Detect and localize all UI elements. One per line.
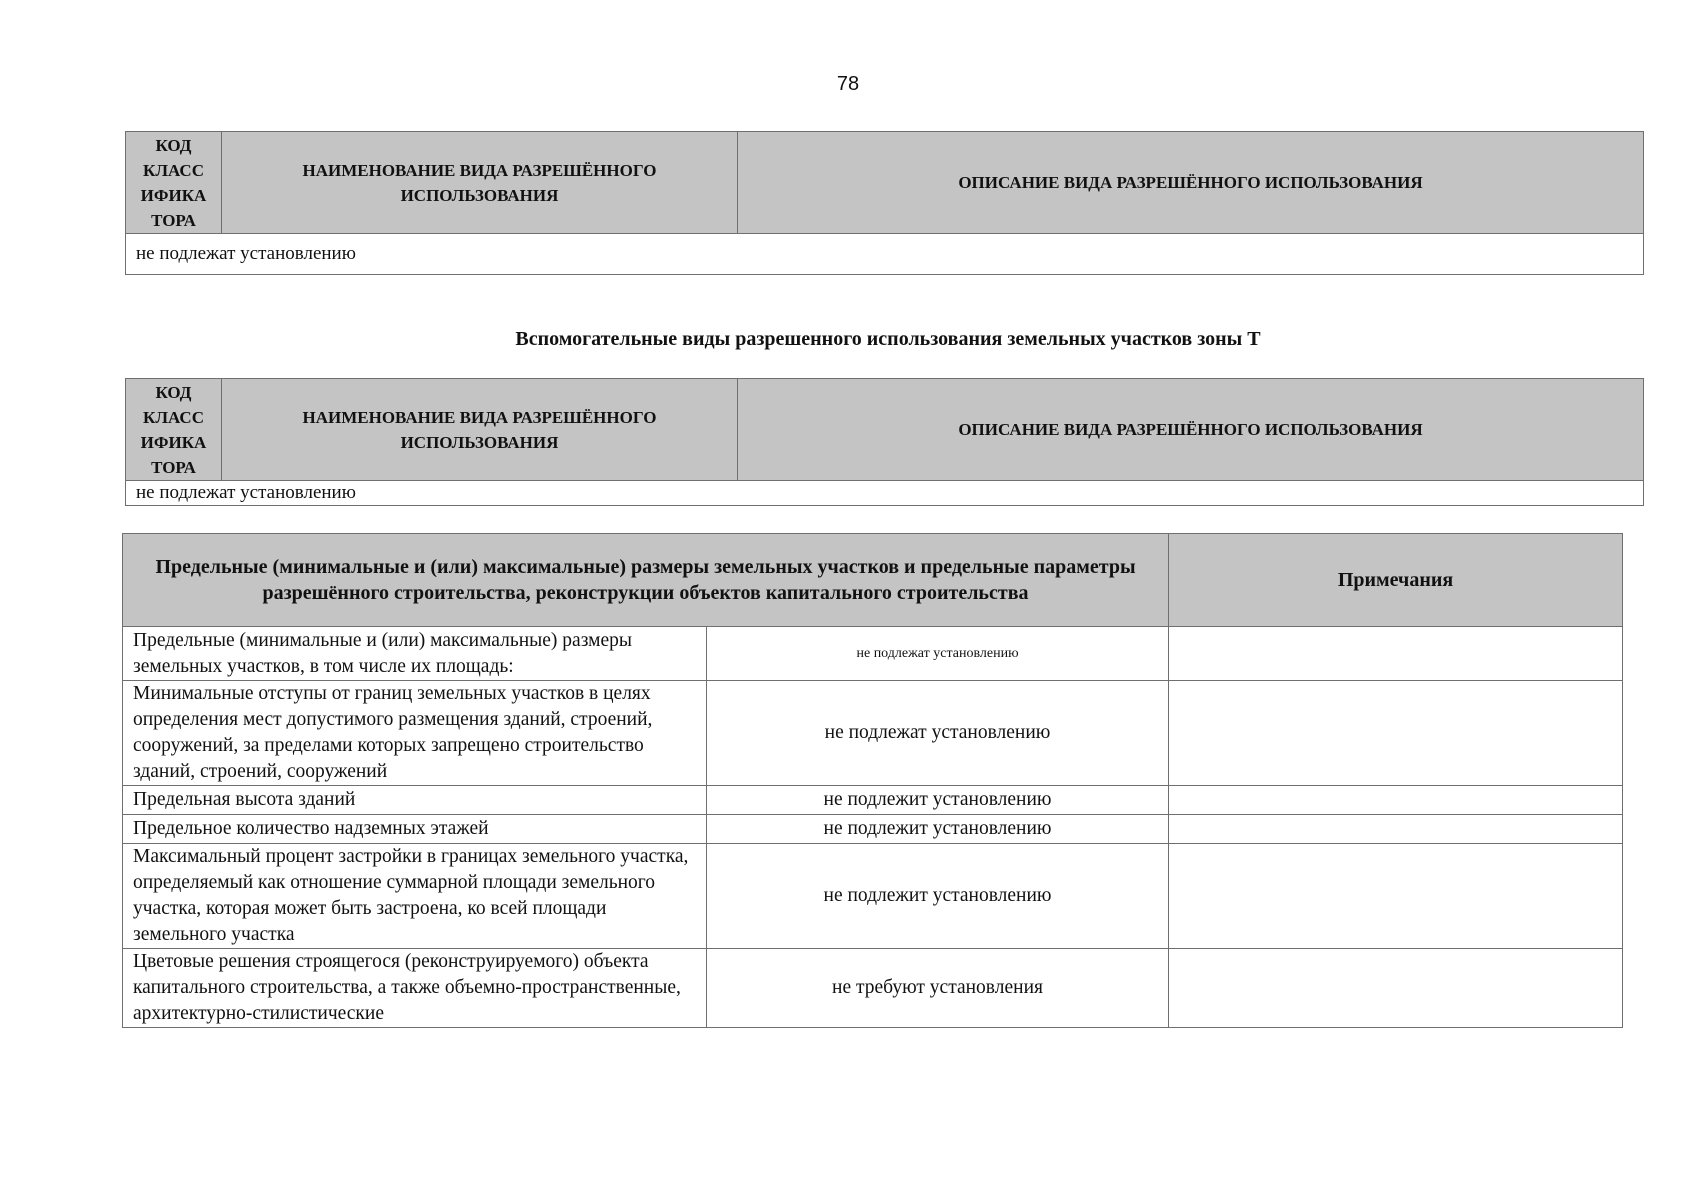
header-code: КОД КЛАСС ИФИКА ТОРА (126, 132, 222, 234)
param-name: Минимальные отступы от границ земельных участков в целях определения мест допустимого размещения зданий, строений, сооружений, за пределами которых запрещено строительство зданий, строений, сооружений (123, 681, 707, 786)
param-note (1169, 681, 1623, 786)
table-row (126, 234, 1644, 275)
section-title: Вспомогательные виды разрешенного использования земельных участков зоны Т (515, 328, 1261, 350)
table-row (123, 627, 1623, 681)
table-row (123, 681, 1623, 786)
table-row (123, 844, 1623, 949)
page-number: 78 (836, 73, 860, 95)
header-name: НАИМЕНОВАНИЕ ВИДА РАЗРЕШЁННОГО ИСПОЛЬЗОВАНИЯ (222, 379, 738, 481)
param-name: Предельные (минимальные и (или) максимальные) размеры земельных участков, в том числе их площадь: (123, 627, 707, 681)
header-name: НАИМЕНОВАНИЕ ВИДА РАЗРЕШЁННОГО ИСПОЛЬЗОВАНИЯ (222, 132, 738, 234)
table-row (123, 815, 1623, 844)
param-note (1169, 844, 1623, 949)
param-name: Цветовые решения строящегося (реконструируемого) объекта капитального строительства, а также объемно-пространственные, архитектурно-стилистические (123, 949, 707, 1028)
param-value: не подлежит установлению (707, 815, 1169, 844)
table-row (126, 481, 1644, 506)
parameters-table (122, 533, 1623, 1028)
param-value: не подлежит установлению (707, 844, 1169, 949)
param-value: не подлежат установлению (707, 627, 1169, 681)
param-note (1169, 627, 1623, 681)
param-value: не подлежит установлению (707, 786, 1169, 815)
param-note (1169, 815, 1623, 844)
main-uses-table (125, 131, 1644, 275)
param-name: Предельное количество надземных этажей (123, 815, 707, 844)
table-row (123, 786, 1623, 815)
header-code: КОД КЛАСС ИФИКА ТОРА (126, 379, 222, 481)
param-value: не подлежат установлению (707, 681, 1169, 786)
table-cell-text: не подлежат установлению (126, 234, 1644, 275)
header-description: ОПИСАНИЕ ВИДА РАЗРЕШЁННОГО ИСПОЛЬЗОВАНИЯ (738, 379, 1644, 481)
header-params: Предельные (минимальные и (или) максимальные) размеры земельных участков и предельные параметры разрешённого строительства, реконструкции объектов капитального строительства (123, 534, 1169, 627)
table-header-row (126, 379, 1644, 481)
table-cell-text: не подлежат установлению (126, 481, 1644, 506)
table-header-row (126, 132, 1644, 234)
header-description: ОПИСАНИЕ ВИДА РАЗРЕШЁННОГО ИСПОЛЬЗОВАНИЯ (738, 132, 1644, 234)
param-name: Максимальный процент застройки в границах земельного участка, определяемый как отношение суммарной площади земельного участка, которая может быть застроена, ко всей площади земельного участка (123, 844, 707, 949)
param-note (1169, 786, 1623, 815)
param-value: не требуют установления (707, 949, 1169, 1028)
param-name: Предельная высота зданий (123, 786, 707, 815)
table-header-row (123, 534, 1623, 627)
table-row (123, 949, 1623, 1028)
header-notes: Примечания (1169, 534, 1623, 627)
auxiliary-uses-table (125, 378, 1644, 506)
param-note (1169, 949, 1623, 1028)
